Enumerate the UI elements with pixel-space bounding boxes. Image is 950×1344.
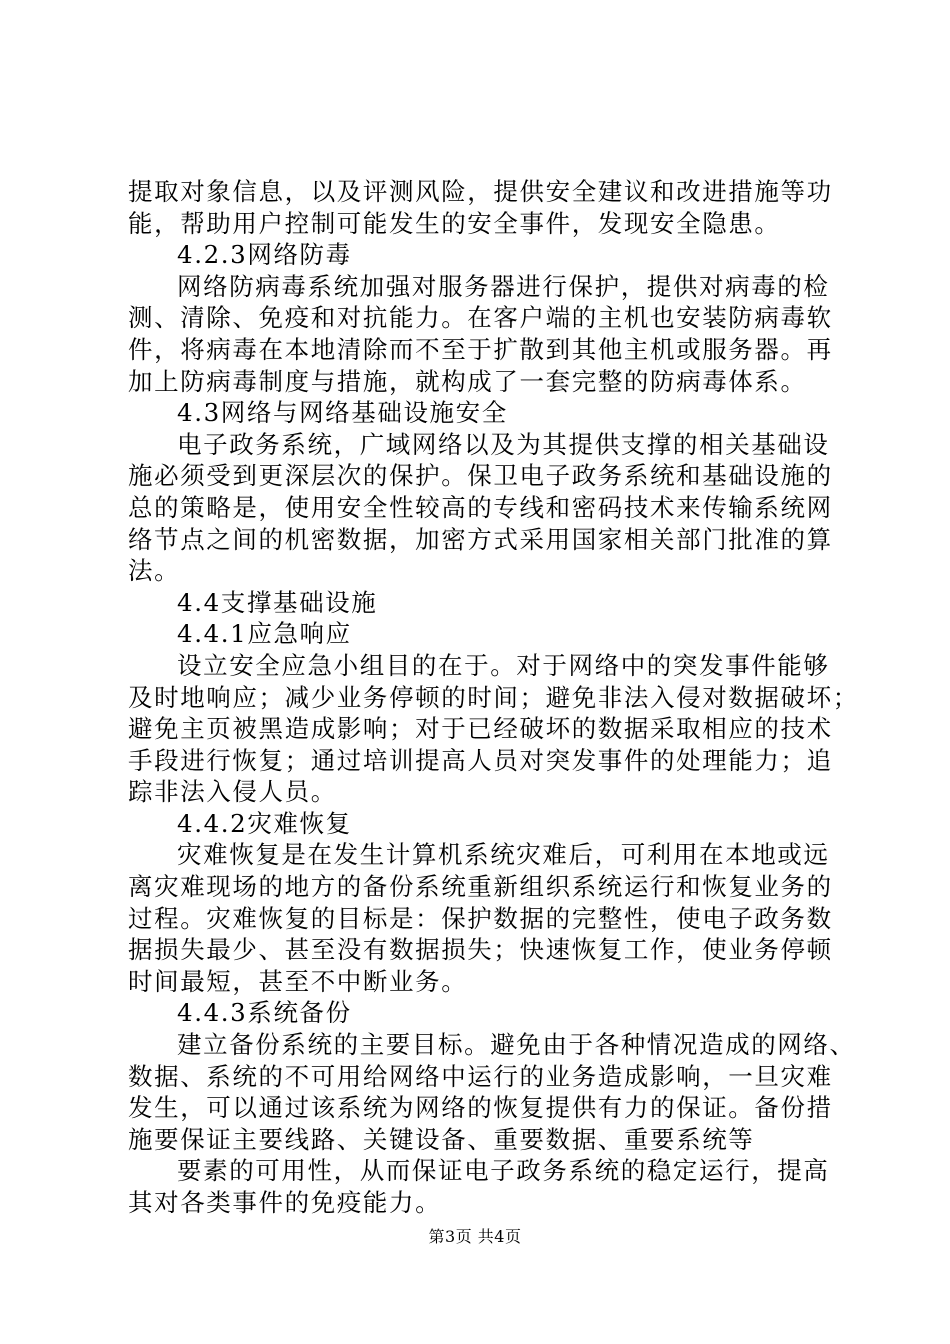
paragraph-line: 发生，可以通过该系统为网络的恢复提供有力的保证。备份措	[128, 1093, 833, 1123]
paragraph-line: 手段进行恢复；通过培训提高人员对突发事件的处理能力；追	[128, 745, 833, 775]
section-heading-4-4-2: 4.4.2灾难恢复	[177, 808, 352, 838]
paragraph-line: 络节点之间的机密数据，加密方式采用国家相关部门批准的算	[128, 524, 833, 554]
section-heading-4-4: 4.4支撑基础设施	[177, 587, 378, 617]
paragraph-line: 数据、系统的不可用给网络中运行的业务造成影响，一旦灾难	[128, 1061, 833, 1091]
paragraph-line: 设立安全应急小组目的在于。对于网络中的突发事件能够	[177, 650, 830, 680]
paragraph-line: 要素的可用性，从而保证电子政务系统的稳定运行，提高	[177, 1156, 830, 1186]
paragraph-line: 网络防病毒系统加强对服务器进行保护，提供对病毒的检	[177, 271, 830, 301]
paragraph-line: 灾难恢复是在发生计算机系统灾难后，可利用在本地或远	[177, 840, 830, 870]
paragraph-line: 施要保证主要线路、关键设备、重要数据、重要系统等	[128, 1124, 755, 1154]
paragraph-line: 踪非法入侵人员。	[128, 777, 337, 807]
paragraph-line: 建立备份系统的主要目标。避免由于各种情况造成的网络、	[177, 1030, 856, 1060]
paragraph-line: 电子政务系统，广域网络以及为其提供支撑的相关基础设	[177, 429, 830, 459]
page-footer: 第3页 共4页	[428, 1227, 522, 1246]
paragraph-line: 能，帮助用户控制可能发生的安全事件，发现安全隐患。	[128, 208, 781, 238]
paragraph-line: 件，将病毒在本地清除而不至于扩散到其他主机或服务器。再	[128, 334, 833, 364]
paragraph-line: 离灾难现场的地方的备份系统重新组织系统运行和恢复业务的	[128, 872, 833, 902]
paragraph-line: 加上防病毒制度与措施，就构成了一套完整的防病毒体系。	[128, 366, 807, 396]
section-heading-4-3: 4.3网络与网络基础设施安全	[177, 398, 508, 428]
section-heading-4-4-3: 4.4.3系统备份	[177, 998, 352, 1028]
paragraph-line: 总的策略是，使用安全性较高的专线和密码技术来传输系统网	[128, 492, 833, 522]
paragraph-line: 测、清除、免疫和对抗能力。在客户端的主机也安装防病毒软	[128, 303, 833, 333]
paragraph-line: 避免主页被黑造成影响；对于已经破坏的数据采取相应的技术	[128, 714, 833, 744]
paragraph-line: 施必须受到更深层次的保护。保卫电子政务系统和基础设施的	[128, 461, 833, 491]
paragraph-line: 其对各类事件的免疫能力。	[128, 1188, 442, 1217]
document-body	[128, 176, 859, 1219]
paragraph-line: 及时地响应；减少业务停顿的时间；避免非法入侵对数据破坏；	[128, 682, 859, 712]
paragraph-line: 据损失最少、甚至没有数据损失；快速恢复工作，使业务停顿	[128, 935, 833, 965]
section-heading-4-4-1: 4.4.1应急响应	[177, 619, 352, 649]
section-heading-4-2-3: 4.2.3网络防毒	[177, 240, 352, 270]
paragraph-line: 时间最短，甚至不中断业务。	[128, 966, 468, 996]
paragraph-line: 过程。灾难恢复的目标是：保护数据的完整性，使电子政务数	[128, 903, 833, 933]
paragraph-line: 法。	[128, 556, 181, 586]
paragraph-line: 提取对象信息，以及评测风险，提供安全建议和改进措施等功	[128, 177, 833, 206]
